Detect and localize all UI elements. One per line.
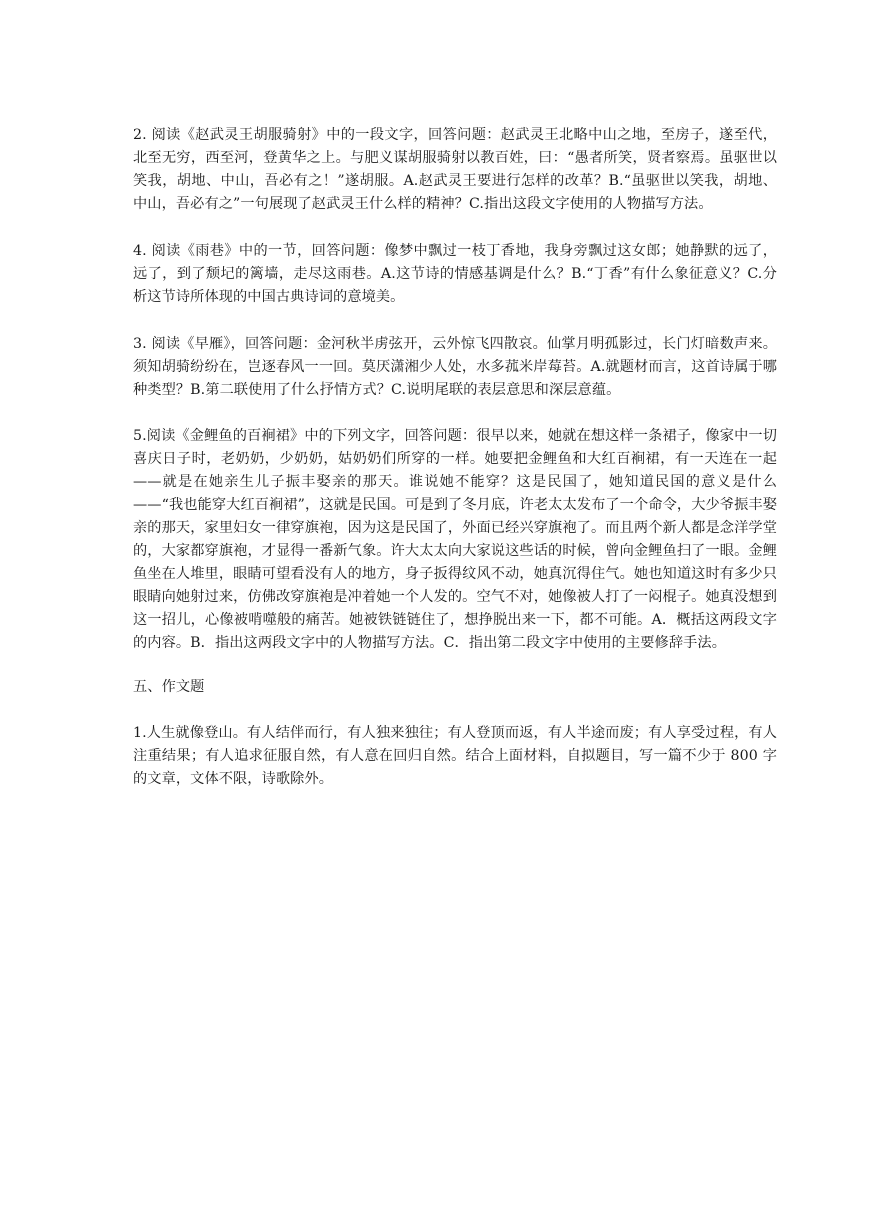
question-4: 4. 阅读《雨巷》中的一节，回答问题：像梦中飘过一枝丁香地，我身旁飘过这女郎；她静默的远了，远了，到了颓圮的篱墙，走尽这雨巷。A.这节诗的情感基调是什么？B.“丁香”有什么象征意义？C.分析这节诗所体现的中国古典诗词的意境美。 [133, 243, 777, 305]
question-3: 3. 阅读《早雁》，回答问题：金河秋半虏弦开，云外惊飞四散哀。仙掌月明孤影过，长门灯暗数声来。须知胡骑纷纷在，岂逐春风一一回。莫厌潇湘少人处，水多菰米岸莓苔。A.就题材而言，这首诗属于哪种类型？B.第二联使用了什么抒情方式？C.说明尾联的表层意思和深层意蕴。 [133, 336, 777, 398]
question-2: 2. 阅读《赵武灵王胡服骑射》中的一段文字，回答问题：赵武灵王北略中山之地，至房子，遂至代，北至无穷，西至河，登黄华之上。与肥义谋胡服骑射以教百姓，曰：“愚者所笑，贤者察焉。虽驱世以笑我，胡地、中山，吾必有之！”遂胡服。A.赵武灵王要进行怎样的改革？B.“虽驱世以笑我，胡地、中山，吾必有之”一句展现了赵武灵王什么样的精神？C.指出这段文字使用的人物描写方法。 [133, 127, 777, 212]
document-page [133, 124, 777, 791]
question-5: 5.阅读《金鲤鱼的百裥裙》中的下列文字，回答问题：很早以来，她就在想这样一条裙子，像家中一切喜庆日子时，老奶奶，少奶奶，姑奶奶们所穿的一样。她要把金鲤鱼和大红百裥裙，有一天连在一起——就是在她亲生儿子振丰娶亲的那天。谁说她不能穿？这是民国了，她知道民国的意义是什么——“我也能穿大红百裥裙”，这就是民国。可是到了冬月底，许老太太发布了一个命令，大少爷振丰娶亲的那天，家里妇女一律穿旗袍，因为这是民国了，外面已经兴穿旗袍了。而且两个新人都是念洋学堂的，大家都穿旗袍，才显得一番新气象。许大太太向大家说这些话的时候，曾向金鲤鱼扫了一眼。金鲤鱼坐在人堆里，眼睛可望看没有人的地方，身子扳得纹风不动，她真沉得住气。她也知道这时有多少只眼睛向她射过来，仿佛改穿旗袍是冲着她一个人发的。空气不对，她像被人打了一闷棍子。她真没想到这一招儿，心像被啃噬般的痛苦。她被铁链链住了，想挣脱出来一下，都不可能。A．概括这两段文字的内容。B．指出这两段文字中的人物描写方法。C．指出第二段文字中使用的主要修辞手法。 [133, 428, 777, 651]
essay-prompt: 1.人生就像登山。有人结伴而行，有人独来独往；有人登顶而返，有人半途而废；有人享受过程，有人注重结果；有人追求征服自然，有人意在回归自然。结合上面材料，自拟题目，写一篇不少于 800 字的文章，文体不限，诗歌除外。 [133, 725, 777, 787]
section-heading-essay: 五、作文题 [133, 679, 205, 695]
